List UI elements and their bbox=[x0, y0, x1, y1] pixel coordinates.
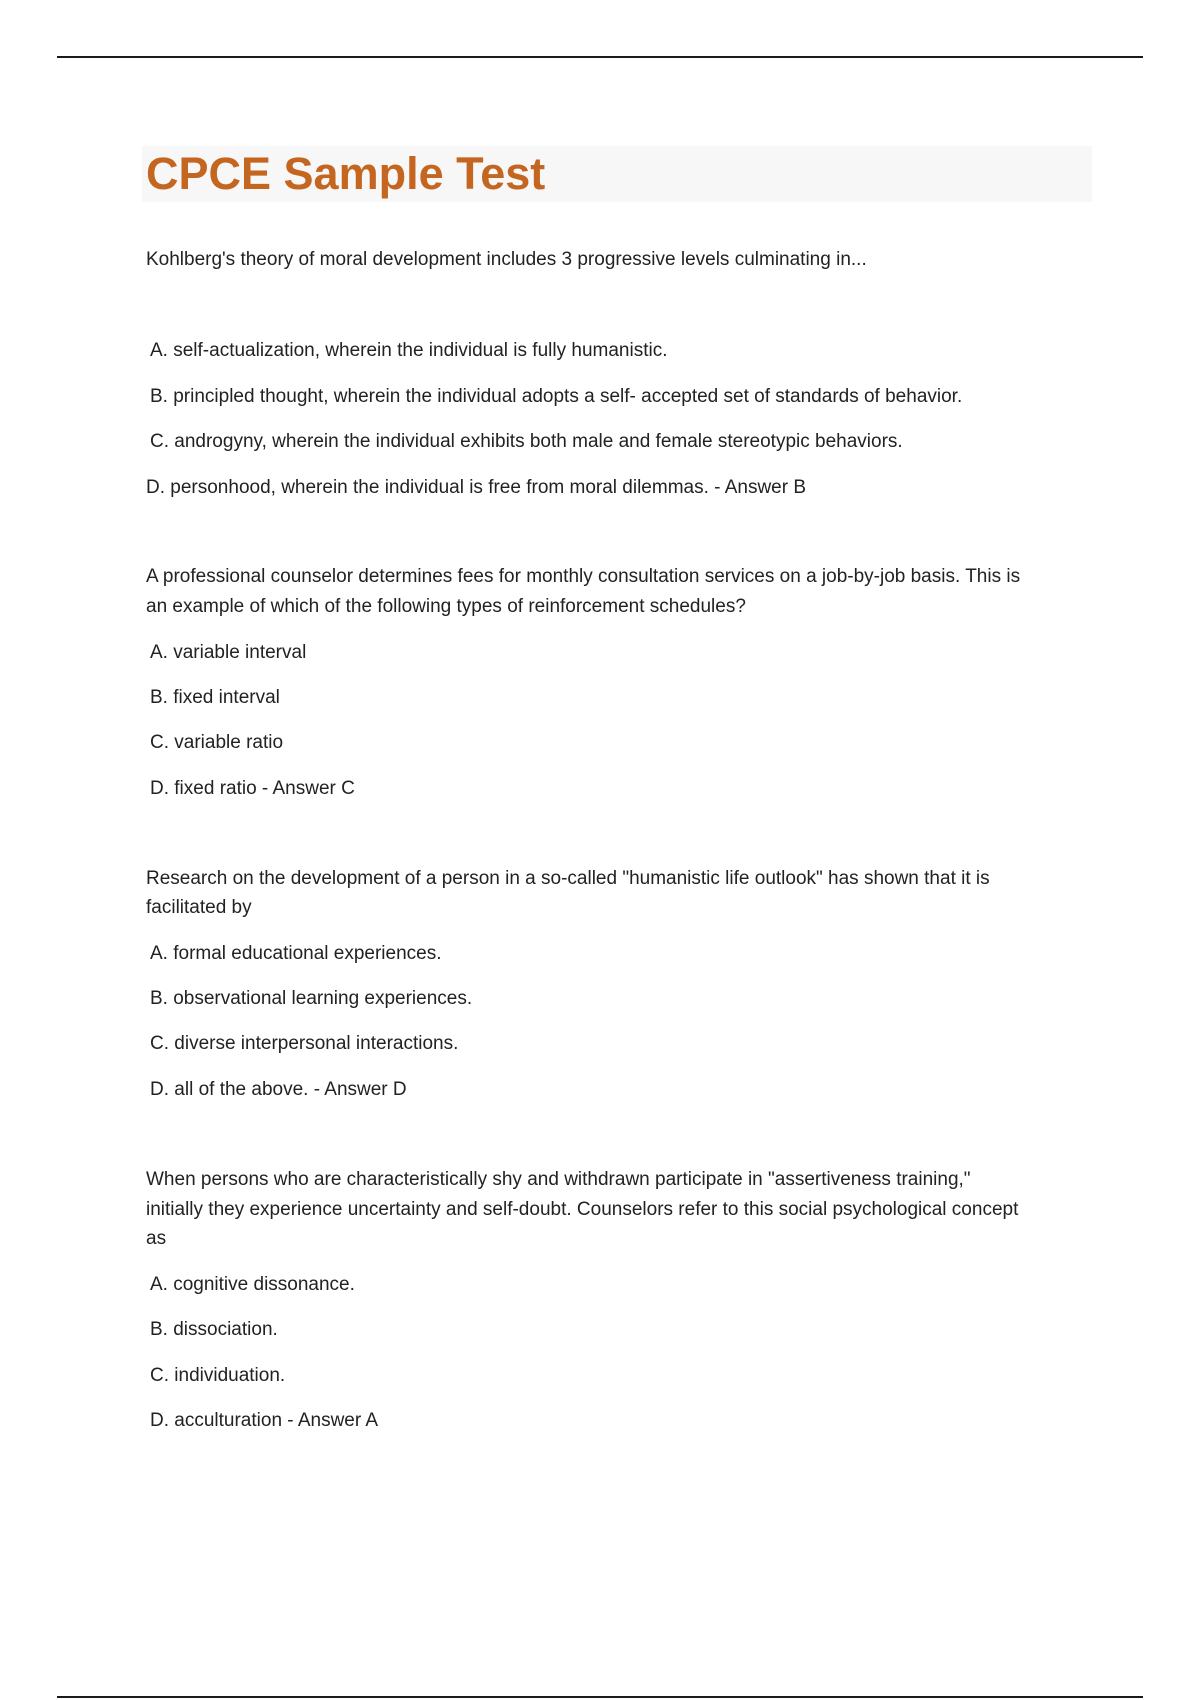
question-4-stem-line-2: initially they experience uncertainty and self-doubt. Counselors refer to this social psychological concept bbox=[146, 1199, 1019, 1220]
top-rule bbox=[57, 56, 1143, 58]
question-4-stem-line-3: as bbox=[146, 1228, 167, 1249]
question-2-option-b: B. fixed interval bbox=[150, 687, 280, 708]
question-2-option-c: C. variable ratio bbox=[150, 732, 284, 753]
question-3-option-d: D. all of the above. - Answer D bbox=[150, 1079, 407, 1100]
question-1-stem: Kohlberg's theory of moral development includes 3 progressive levels culminating in... bbox=[146, 249, 867, 270]
page-title: CPCE Sample Test bbox=[146, 148, 546, 199]
question-1-option-a: A. self-actualization, wherein the individual is fully humanistic. bbox=[150, 340, 668, 361]
question-1-option-b: B. principled thought, wherein the individual adopts a self- accepted set of standards of behavior. bbox=[150, 386, 963, 407]
question-2-stem-line-2: an example of which of the following types of reinforcement schedules? bbox=[146, 596, 746, 617]
question-1-option-d: D. personhood, wherein the individual is free from moral dilemmas. - Answer B bbox=[146, 477, 807, 498]
question-3-stem-line-2: facilitated by bbox=[146, 897, 252, 918]
question-3-option-a: A. formal educational experiences. bbox=[150, 943, 442, 964]
question-3-option-c: C. diverse interpersonal interactions. bbox=[150, 1033, 459, 1054]
question-2-option-a: A. variable interval bbox=[150, 642, 307, 663]
question-4-option-b: B. dissociation. bbox=[150, 1319, 278, 1340]
question-4-stem-line-1: When persons who are characteristically shy and withdrawn participate in "assertiveness training," bbox=[146, 1169, 971, 1190]
question-2-stem-line-1: A professional counselor determines fees for monthly consultation services on a job-by-job basis. This is bbox=[146, 566, 1021, 587]
question-4-option-a: A. cognitive dissonance. bbox=[150, 1274, 355, 1295]
question-3-stem-line-1: Research on the development of a person in a so-called "humanistic life outlook" has shown that it is bbox=[146, 868, 990, 889]
question-4-option-d: D. acculturation - Answer A bbox=[150, 1410, 379, 1431]
bottom-rule bbox=[57, 1696, 1143, 1698]
question-4-option-c: C. individuation. bbox=[150, 1365, 286, 1386]
question-3-option-b: B. observational learning experiences. bbox=[150, 988, 473, 1009]
question-1-option-c: C. androgyny, wherein the individual exhibits both male and female stereotypic behaviors. bbox=[150, 431, 903, 452]
question-2-option-d: D. fixed ratio - Answer C bbox=[150, 778, 355, 799]
